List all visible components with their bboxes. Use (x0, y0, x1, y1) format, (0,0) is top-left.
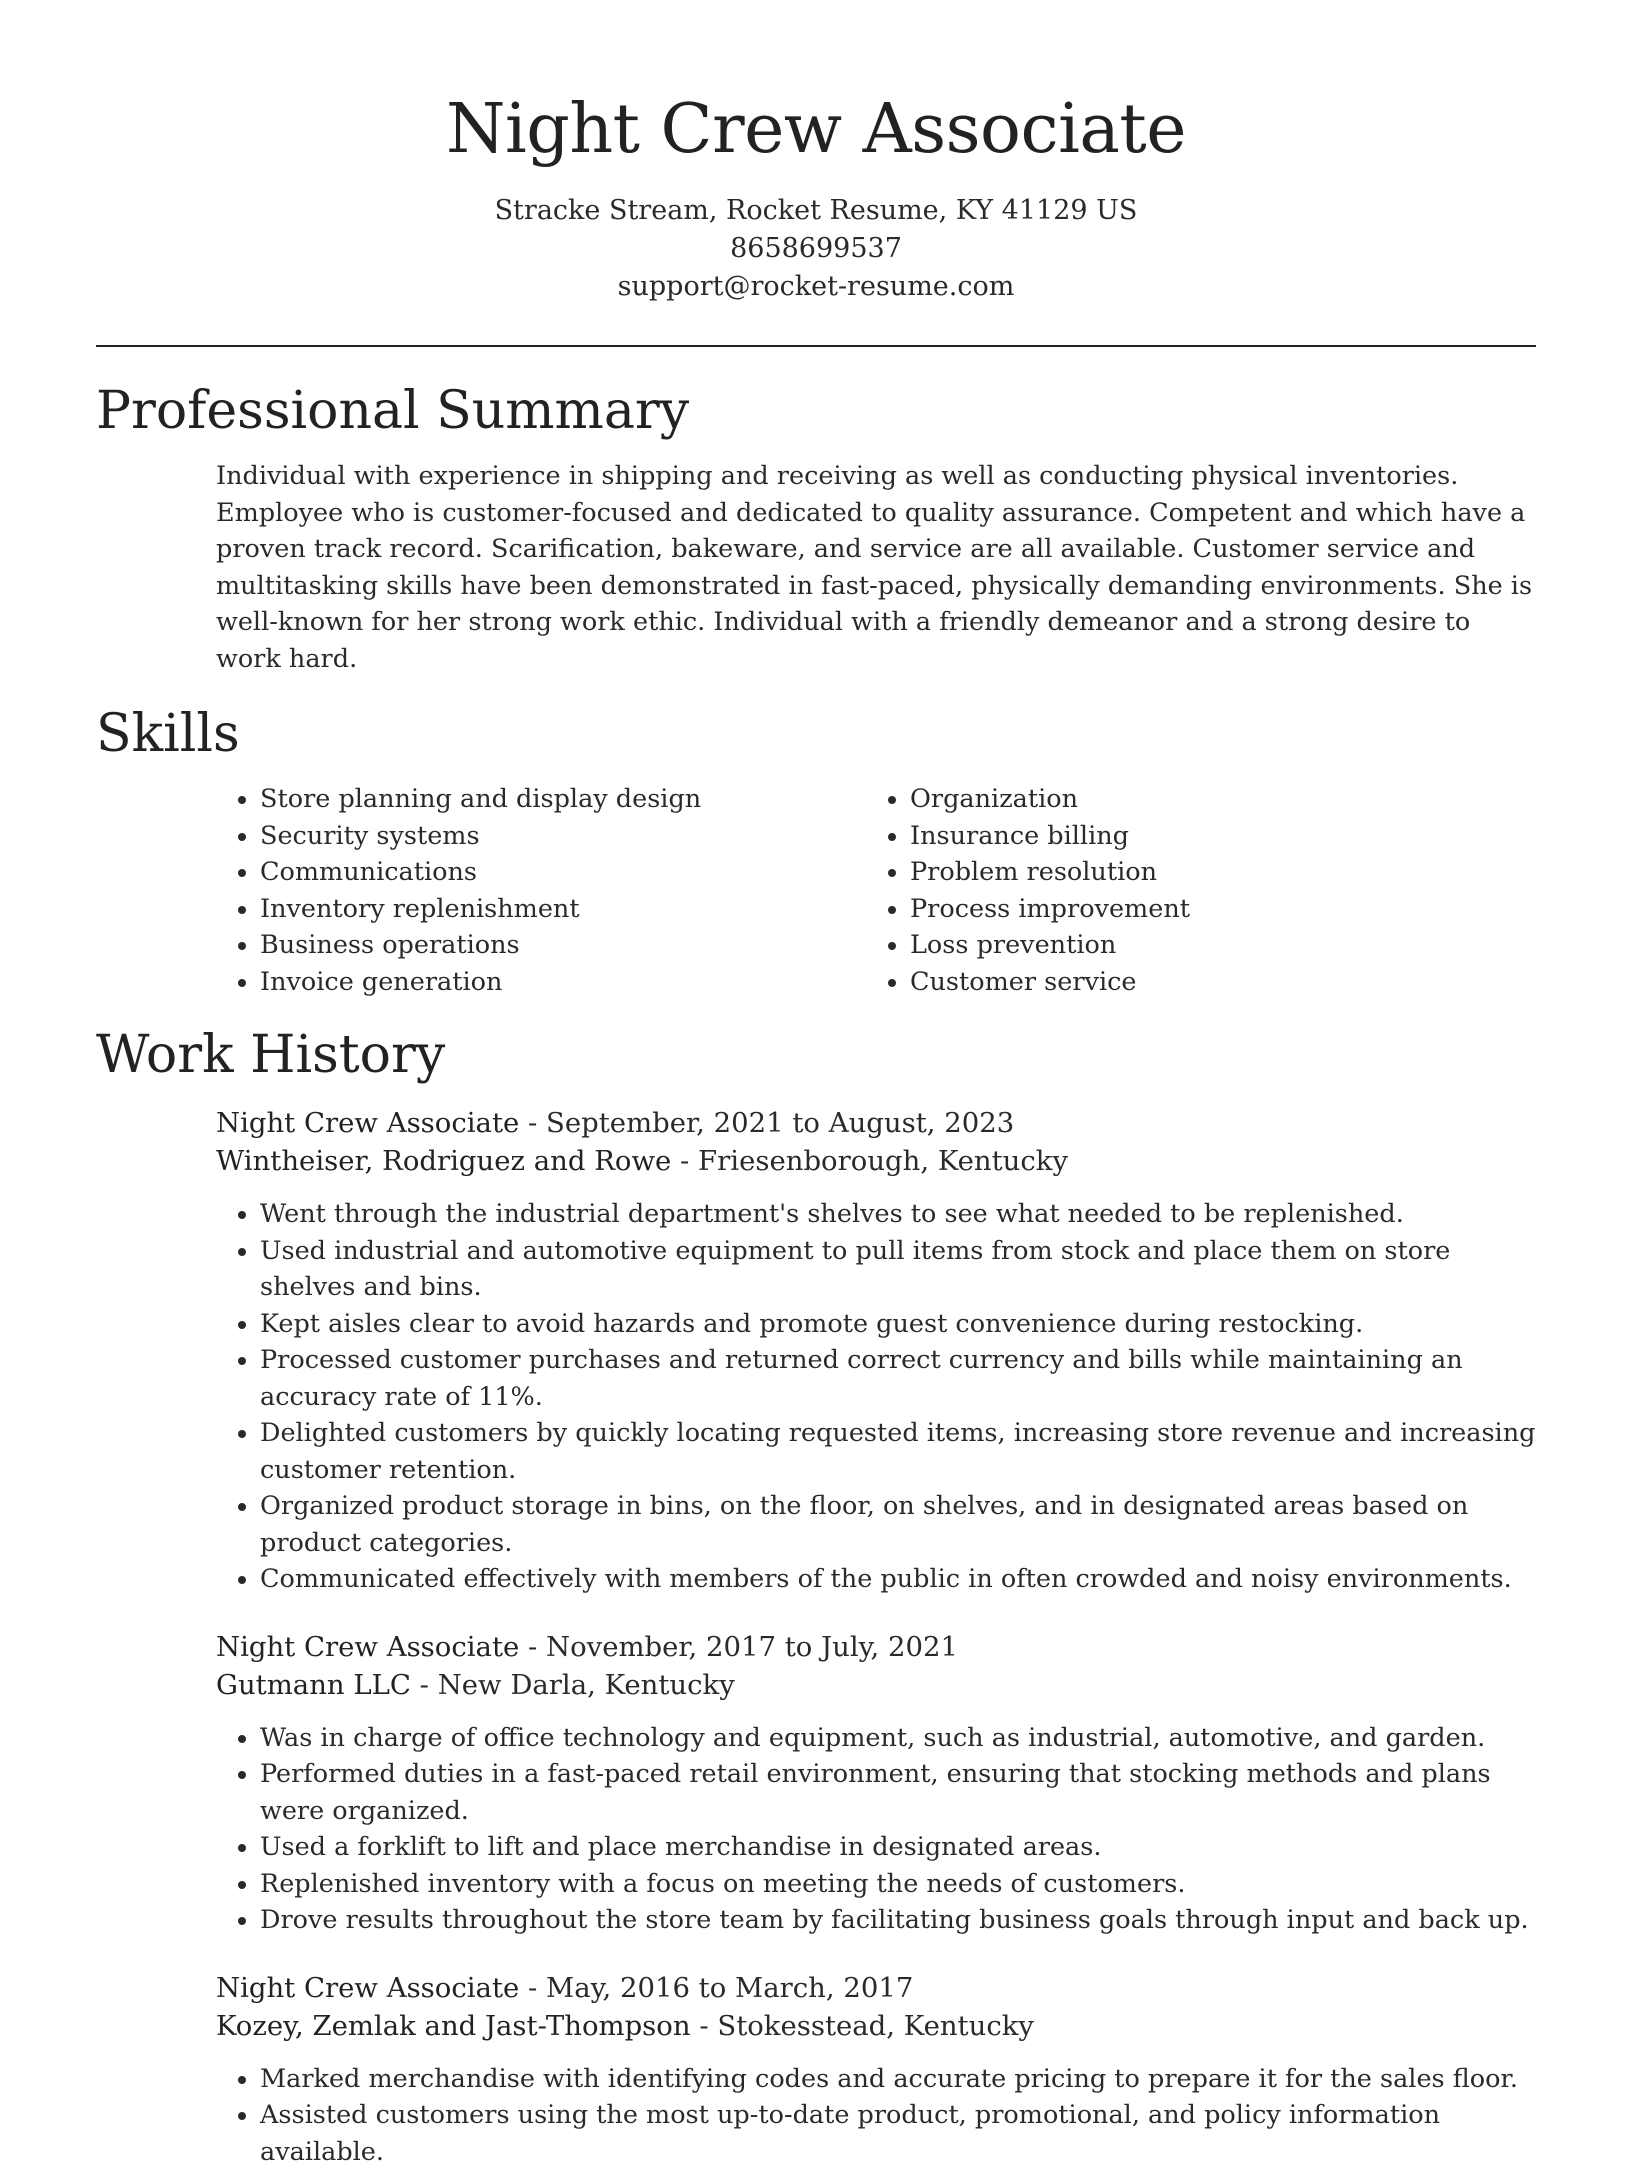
job-position: Night Crew Associate (216, 1631, 519, 1663)
work-history-section (96, 1020, 1536, 2170)
job-entry (216, 1628, 1536, 1939)
job-duty: • Delighted customers by quickly locating requested items, increasing store revenue and increasing customer retention. (260, 1415, 1536, 1488)
summary-text: Individual with experience in shipping and receiving as well as conducting physical inventories. Employee who is customer-focused and dedicated to quality assurance. Competent and which have a proven track record. Scarification, bakeware, and service are all available. Customer service and multitasking skills have been demonstrated in fast-paced, physically demanding environments. She is well-known for her strong work ethic. Individual with a friendly demeanor and a strong desire to work hard. (216, 458, 1536, 677)
contact-phone: 8658699537 (96, 230, 1536, 268)
job-duty: • Kept aisles clear to avoid hazards and promote guest convenience during restocking. (260, 1306, 1536, 1343)
job-duties-list (216, 1196, 1536, 1598)
job-duty: • Organized product storage in bins, on the floor, on shelves, and in designated areas based on product categories. (260, 1488, 1536, 1561)
contact-block (96, 192, 1536, 306)
job-entry (216, 1969, 1536, 2170)
job-dates: - May, 2016 to March, 2017 (519, 1972, 913, 2004)
skill-item: • Organization (910, 781, 1516, 818)
skills-list-right (866, 781, 1516, 1000)
job-duty: • Was in charge of office technology and equipment, such as industrial, automotive, and garden. (260, 1720, 1536, 1757)
job-position-line (216, 1104, 1536, 1142)
job-duty: • Went through the industrial department's shelves to see what needed to be replenished. (260, 1196, 1536, 1233)
work-history-heading: Work History (96, 1020, 1536, 1090)
skills-column-right (866, 781, 1516, 1000)
resume-header (96, 0, 1536, 306)
skill-item: • Insurance billing (910, 818, 1516, 855)
skill-item: • Communications (260, 854, 866, 891)
job-position-line (216, 1628, 1536, 1666)
job-company-line (216, 2007, 1536, 2045)
contact-email: support@rocket-resume.com (96, 268, 1536, 306)
skill-item: • Process improvement (910, 891, 1516, 928)
skill-item: • Security systems (260, 818, 866, 855)
job-location: - New Darla, Kentucky (411, 1669, 735, 1701)
summary-section (96, 376, 1536, 677)
skill-item: • Problem resolution (910, 854, 1516, 891)
skills-section (96, 699, 1536, 1000)
job-duty: • Used industrial and automotive equipment to pull items from stock and place them on store shelves and bins. (260, 1233, 1536, 1306)
job-company: Wintheiser, Rodriguez and Rowe (216, 1145, 671, 1177)
job-duty: • Processed customer purchases and returned correct currency and bills while maintaining an accuracy rate of 11%. (260, 1342, 1536, 1415)
header-divider (96, 345, 1536, 347)
job-entry (216, 1104, 1536, 1598)
skill-item: • Inventory replenishment (260, 891, 866, 928)
summary-heading: Professional Summary (96, 376, 1536, 446)
job-location: - Stokesstead, Kentucky (691, 2010, 1034, 2042)
candidate-name: Night Crew Associate (96, 82, 1536, 178)
job-location: - Friesenborough, Kentucky (671, 1145, 1068, 1177)
job-duty: • Assisted customers using the most up-to-date product, promotional, and policy information available. (260, 2097, 1536, 2170)
skills-heading: Skills (96, 699, 1536, 769)
skill-item: • Customer service (910, 964, 1516, 1001)
job-position-line (216, 1969, 1536, 2007)
job-duty: • Communicated effectively with members of the public in often crowded and noisy environments. (260, 1561, 1536, 1598)
job-company-line (216, 1142, 1536, 1180)
job-duty: • Performed duties in a fast-paced retail environment, ensuring that stocking methods and plans were organized. (260, 1756, 1536, 1829)
job-duty: • Drove results throughout the store team by facilitating business goals through input and back up. (260, 1902, 1536, 1939)
skills-list-left (216, 781, 866, 1000)
job-duty: • Used a forklift to lift and place merchandise in designated areas. (260, 1829, 1536, 1866)
skill-item: • Invoice generation (260, 964, 866, 1001)
job-dates: - September, 2021 to August, 2023 (519, 1107, 1014, 1139)
contact-address: Stracke Stream, Rocket Resume, KY 41129 US (96, 192, 1536, 230)
job-company: Kozey, Zemlak and Jast-Thompson (216, 2010, 691, 2042)
job-company: Gutmann LLC (216, 1669, 411, 1701)
skill-item: • Loss prevention (910, 927, 1516, 964)
job-position: Night Crew Associate (216, 1972, 519, 2004)
skill-item: • Store planning and display design (260, 781, 866, 818)
skills-columns (216, 781, 1536, 1000)
job-position: Night Crew Associate (216, 1107, 519, 1139)
job-company-line (216, 1666, 1536, 1704)
skills-column-left (216, 781, 866, 1000)
job-duty: • Replenished inventory with a focus on meeting the needs of customers. (260, 1866, 1536, 1903)
job-duty: • Marked merchandise with identifying codes and accurate pricing to prepare it for the sales floor. (260, 2061, 1536, 2098)
job-duties-list (216, 2061, 1536, 2170)
job-dates: - November, 2017 to July, 2021 (519, 1631, 958, 1663)
job-duties-list (216, 1720, 1536, 1939)
skill-item: • Business operations (260, 927, 866, 964)
